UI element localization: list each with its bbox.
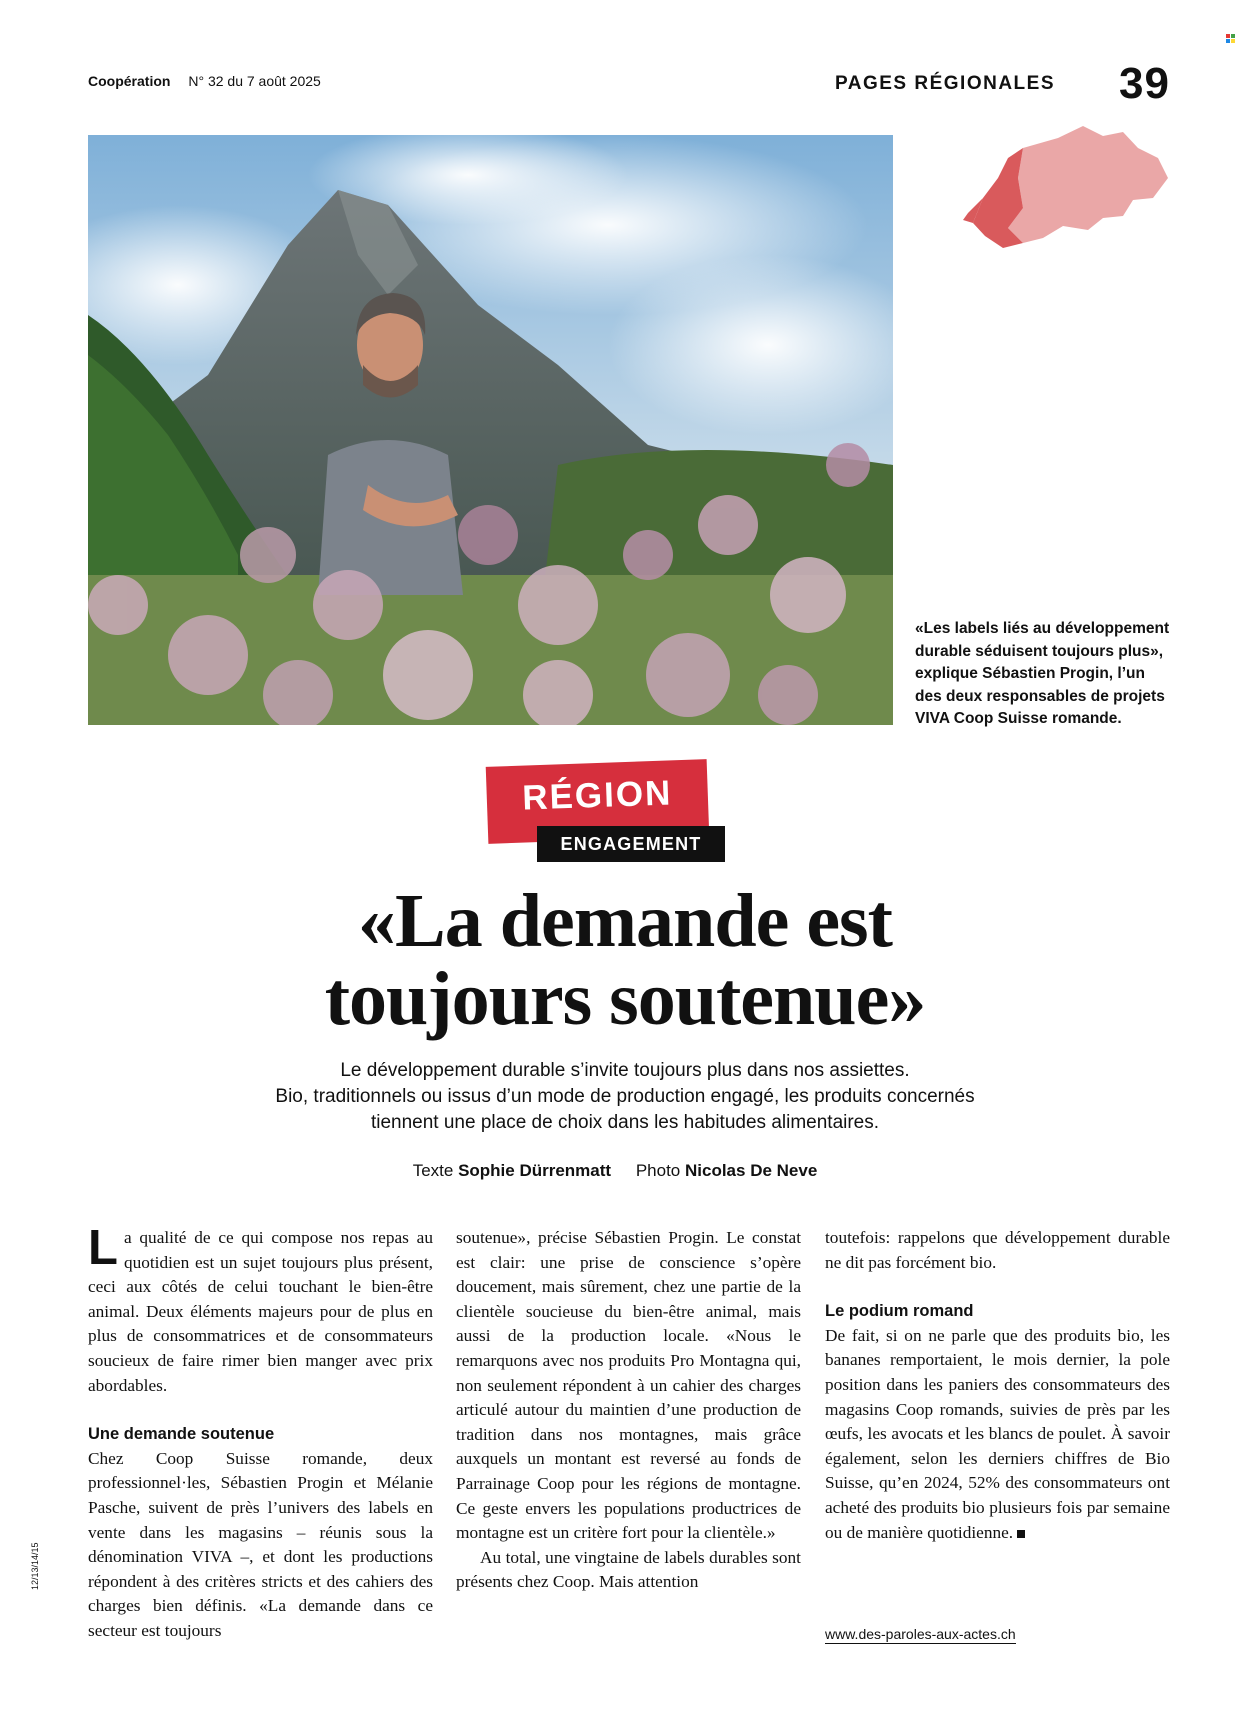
paragraph-2: Chez Coop Suisse romande, deux professionnel·les, Sébastien Progin et Mélanie Pasche, suivent de près l’univers des labels en vente dans les magasins – réunis sous la dénomination VIVA –, et dont les productions répondent à des critères stricts et des cahiers des charges bien définis. «La demande dans ce secteur est toujours <box>88 1448 433 1640</box>
article-column-3 <box>825 1226 1170 1545</box>
paragraph-4: Au total, une vingtaine de labels durables sont présents chez Coop. Mais attention <box>456 1547 801 1592</box>
lead-line-2: Bio, traditionnels ou issus d’un mode de production engagé, les produits concernés <box>275 1086 975 1107</box>
end-mark-icon <box>1017 1530 1025 1538</box>
author-name: Sophie Dürrenmatt <box>458 1161 612 1180</box>
paragraph-intro <box>88 1221 433 1398</box>
region-badge: RÉGION <box>486 759 710 844</box>
lead-line-1: Le développement durable s’invite toujours plus dans nos assiettes. <box>340 1060 910 1081</box>
paragraph-6 <box>825 1324 1170 1545</box>
photographer-name: Nicolas De Neve <box>685 1161 818 1180</box>
subheading-podium: Le podium romand <box>825 1302 974 1321</box>
article-column-1 <box>88 1221 433 1644</box>
byline <box>150 1161 1100 1181</box>
paragraph-3: soutenue», précise Sébastien Progin. Le constat est clair: une prise de conscience s’opère doucement, mais sûrement, chez une partie de la clientèle soucieuse du bien-être animal, mais aussi de la production locale. «Nous le remarquons avec nos produits Pro Montagna qui, non seulement répondent à un cahier des charges articulé autour du maintien d’une production de tradition dans nos montagnes, mais grâce auxquels un montant est reversé au fonds de Parrainage Coop pour les régions de montagne. Ce geste envers les populations productrices de montagne est un critère fort pour la clientèle.» <box>456 1228 801 1543</box>
section-title: PAGES RÉGIONALES <box>834 73 1055 94</box>
paragraph-5: toutefois: rappelons que développement durable ne dit pas forcément bio. <box>825 1228 1170 1272</box>
subheading-demande: Une demande soutenue <box>88 1425 275 1444</box>
headline-line-1: «La demande est <box>358 879 892 963</box>
website-link[interactable]: www.des-paroles-aux-actes.ch <box>825 1626 1016 1642</box>
engagement-badge: ENGAGEMENT <box>537 826 725 862</box>
intro-text: a qualité de ce qui compose nos repas au quotidien est un sujet toujours plus présent, ceci aux côtés de celui touchant le bien-être animal. Deux éléments majeurs pour de plus en plus de consommatrices et de consommateurs soucieux de faire rimer bien manger avec prix abordables. <box>88 1228 433 1395</box>
publication-name: Coopération <box>88 73 171 89</box>
hero-photo <box>88 135 893 725</box>
drop-cap: L <box>88 1221 118 1275</box>
header-bar <box>88 73 321 89</box>
paragraph-6-text: De fait, si on ne parle que des produits bio, les bananes remportaient, le mois dernier, la pole position dans les paniers des consommateurs des magasins Coop romands, suivies de près par les œufs, les avocats et les blancs de poulet. À savoir également, selon les derniers chiffres de Bio Suisse, qu’en 2024, 52% des consommateurs ont acheté des produits bio plusieurs fois par semaine ou de manière quotidienne. <box>825 1325 1170 1542</box>
page-number: 39 <box>1119 59 1170 108</box>
side-code: 12/13/14/15 <box>30 1542 40 1590</box>
switzerland-map-icon <box>963 118 1173 258</box>
lead-paragraph <box>150 1058 1100 1136</box>
headline-line-2: toujours soutenue» <box>324 957 926 1041</box>
lead-line-3: tiennent une place de choix dans les habitudes alimentaires. <box>370 1112 880 1133</box>
headline <box>100 879 1150 1041</box>
photo-label: Photo <box>635 1161 681 1180</box>
issue-info: N° 32 du 7 août 2025 <box>188 73 321 89</box>
photo-caption: «Les labels liés au développement durable séduisent toujours plus», explique Sébastien Progin, l’un des deux responsables de projets VIVA Coop Suisse romande. <box>915 620 1170 727</box>
photo-man-in-field-icon <box>88 135 893 725</box>
color-marker-icon <box>1226 34 1235 43</box>
text-label: Texte <box>412 1161 454 1180</box>
article-column-2 <box>456 1226 801 1595</box>
